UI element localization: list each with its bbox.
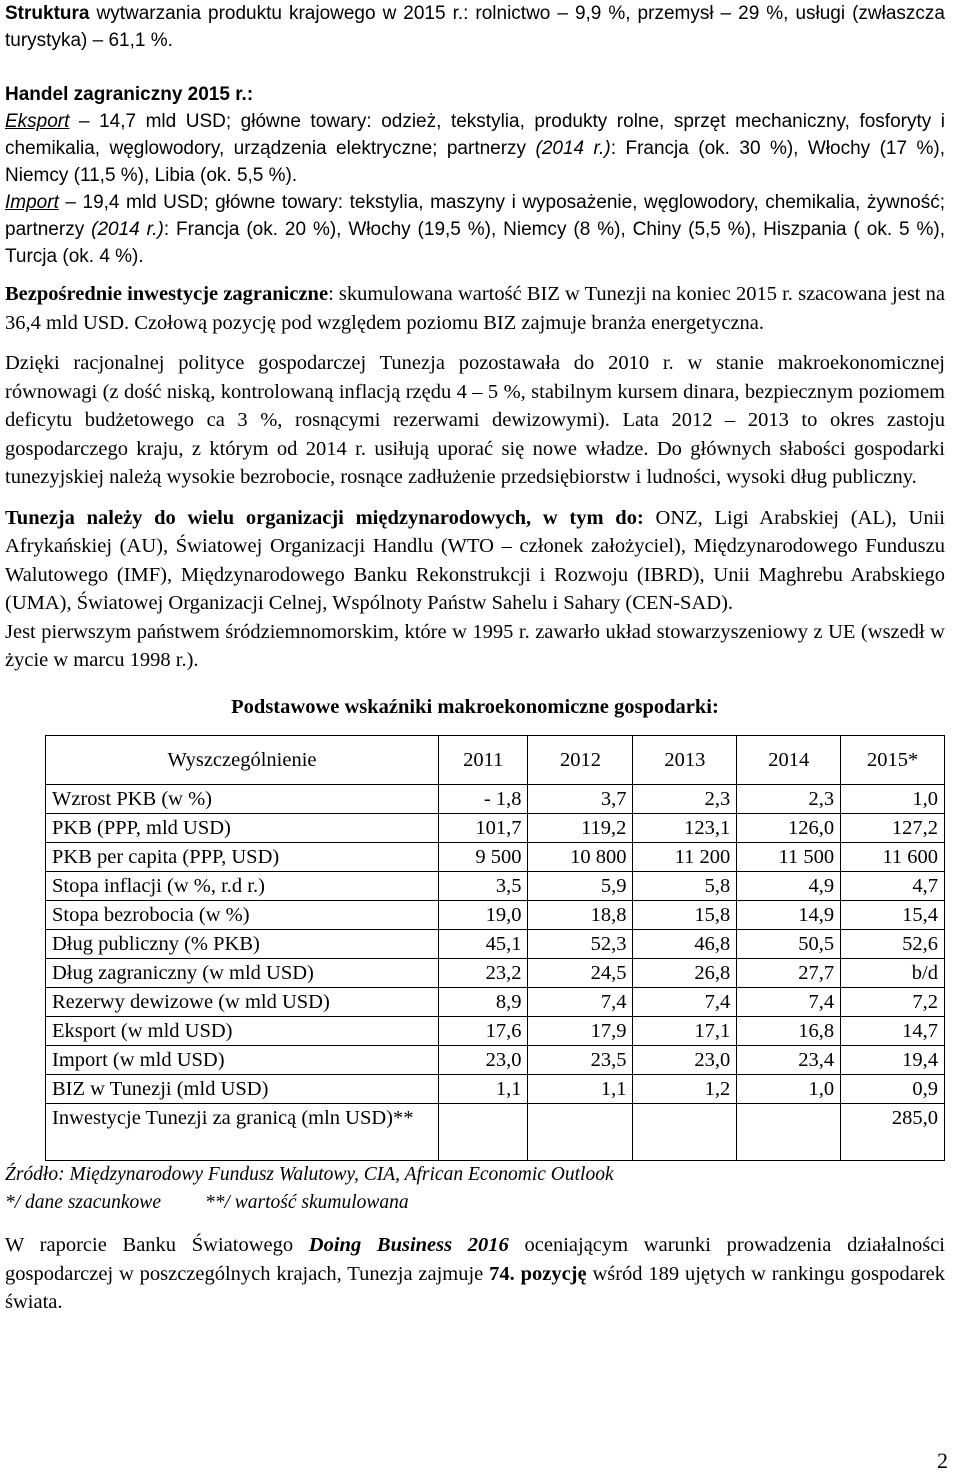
- value-cell: 23,5: [528, 1046, 633, 1075]
- value-cell: 1,1: [528, 1075, 633, 1104]
- table-row: [46, 959, 945, 988]
- value-cell: 26,8: [633, 959, 737, 988]
- paragraph-biz: [5, 280, 945, 337]
- row-label-cell: Stopa bezrobocia (w %): [46, 901, 439, 930]
- value-cell: [439, 1104, 528, 1161]
- value-cell: 285,0: [841, 1104, 945, 1161]
- import-label: Import: [5, 192, 59, 213]
- table-row: [46, 901, 945, 930]
- table-row: [46, 1075, 945, 1104]
- header-cell: 2015*: [841, 736, 945, 785]
- value-cell: 24,5: [528, 959, 633, 988]
- paragraph-uklad-ue: Jest pierwszym państwem śródziemnomorskim, które w 1995 r. zawarło układ stowarzyszeniowy z UE (wszedł w życie w marcu 1998 r.).: [5, 620, 945, 671]
- row-label-cell: Import (w mld USD): [46, 1046, 439, 1075]
- table-row: [46, 930, 945, 959]
- eksport-label: Eksport: [5, 111, 70, 132]
- value-cell: 14,7: [841, 1017, 945, 1046]
- row-label-cell: Stopa inflacji (w %, r.d r.): [46, 872, 439, 901]
- import-text-1: – 19,4 mld USD; główne towary: tekstylia, maszyny i wyposażenie, węglowodory, chemikalia, żywność; partnerzy: [5, 192, 945, 240]
- indicators-table: [45, 735, 945, 1161]
- value-cell: 126,0: [737, 814, 841, 843]
- note-estimates: */ dane szacunkowe: [5, 1192, 161, 1213]
- row-label-cell: BIZ w Tunezji (mld USD): [46, 1075, 439, 1104]
- db-text-1: W raporcie Banku Światowego: [5, 1234, 309, 1256]
- value-cell: 7,4: [633, 988, 737, 1017]
- db-report-title: Doing Business 2016: [308, 1234, 509, 1256]
- value-cell: 27,7: [737, 959, 841, 988]
- organizacje-label: Tunezja należy do wielu organizacji międzynarodowych, w tym do:: [5, 506, 644, 529]
- value-cell: [633, 1104, 737, 1161]
- value-cell: 1,0: [841, 785, 945, 814]
- value-cell: 46,8: [633, 930, 737, 959]
- biz-text: : skumulowana wartość BIZ w Tunezji na koniec 2015 r. szacowana jest na 36,4 mld USD. Czołową pozycję pod względem poziomu BIZ zajmuje branża energetyczna.: [5, 283, 945, 334]
- page-number: 2: [937, 1448, 948, 1473]
- handel-heading: [5, 81, 945, 108]
- table-notes: [5, 1189, 945, 1217]
- table-row: [46, 1046, 945, 1075]
- value-cell: 2,3: [633, 785, 737, 814]
- value-cell: 0,9: [841, 1075, 945, 1104]
- value-cell: 15,8: [633, 901, 737, 930]
- header-cell: Wyszczególnienie: [46, 736, 439, 785]
- value-cell: 10 800: [528, 843, 633, 872]
- value-cell: 17,9: [528, 1017, 633, 1046]
- organizacje-text: ONZ, Ligi Arabskiej (AL), Unii Afrykańskiej (AU), Światowej Organizacji Handlu (WTO – członek założyciel), Międzynarodowego Funduszu Walutowego (IMF), Międzynarodowego Banku Rekonstrukcji i Rozwoju (IBRD), Unii Maghrebu Arabskiego (UMA), Światowej Organizacji Celnej, Wspólnoty Państw Sahelu i Sahary (CEN-SAD).: [5, 506, 945, 614]
- value-cell: 127,2: [841, 814, 945, 843]
- value-cell: 2,3: [737, 785, 841, 814]
- header-cell: 2014: [737, 736, 841, 785]
- value-cell: 1,2: [633, 1075, 737, 1104]
- db-text-2: oceniającym warunki prowadzenia działalności gospodarczej w poszczególnych krajach, Tunezja zajmuje: [5, 1234, 945, 1285]
- value-cell: 23,0: [439, 1046, 528, 1075]
- eksport-year: (2014 r.): [535, 138, 611, 159]
- row-label-cell: Dług publiczny (% PKB): [46, 930, 439, 959]
- value-cell: 119,2: [528, 814, 633, 843]
- value-cell: 19,4: [841, 1046, 945, 1075]
- table-row: [46, 814, 945, 843]
- paragraph-eksport: [5, 108, 945, 189]
- value-cell: 17,6: [439, 1017, 528, 1046]
- value-cell: [528, 1104, 633, 1161]
- value-cell: 7,4: [528, 988, 633, 1017]
- value-cell: 11 600: [841, 843, 945, 872]
- import-text-2: : Francja (ok. 20 %), Włochy (19,5 %), Niemcy (8 %), Chiny (5,5 %), Hiszpania ( ok. 5 %), Turcja (ok. 4 %).: [5, 219, 945, 267]
- header-cell: 2013: [633, 736, 737, 785]
- value-cell: 11 500: [737, 843, 841, 872]
- table-row: [46, 988, 945, 1017]
- value-cell: 5,8: [633, 872, 737, 901]
- value-cell: 1,0: [737, 1075, 841, 1104]
- value-cell: 52,6: [841, 930, 945, 959]
- table-source: Źródło: Międzynarodowy Fundusz Walutowy, CIA, African Economic Outlook: [5, 1164, 614, 1185]
- db-text-3: wśród 189 ujętych w rankingu gospodarek świata.: [5, 1262, 945, 1313]
- value-cell: 3,7: [528, 785, 633, 814]
- table-header-row: [46, 736, 945, 785]
- value-cell: 23,2: [439, 959, 528, 988]
- struktura-label: Struktura: [5, 3, 90, 24]
- value-cell: 123,1: [633, 814, 737, 843]
- value-cell: 4,7: [841, 872, 945, 901]
- value-cell: 50,5: [737, 930, 841, 959]
- value-cell: 14,9: [737, 901, 841, 930]
- paragraph-import: [5, 189, 945, 270]
- struktura-text: wytwarzania produktu krajowego w 2015 r.: rolnictwo – 9,9 %, przemysł – 29 %, usługi (zwłaszcza turystyka) – 61,1 %.: [5, 3, 945, 51]
- db-rank: 74. pozycję: [489, 1262, 587, 1285]
- table-row: [46, 1017, 945, 1046]
- table-row: [46, 785, 945, 814]
- value-cell: 1,1: [439, 1075, 528, 1104]
- value-cell: 101,7: [439, 814, 528, 843]
- document-page: [5, 0, 945, 1317]
- row-label-cell: Eksport (w mld USD): [46, 1017, 439, 1046]
- value-cell: 15,4: [841, 901, 945, 930]
- row-label-cell: PKB (PPP, mld USD): [46, 814, 439, 843]
- value-cell: 3,5: [439, 872, 528, 901]
- value-cell: 45,1: [439, 930, 528, 959]
- paragraph-polityka: Dzięki racjonalnej polityce gospodarczej Tunezja pozostawała do 2010 r. w stanie makroekonomicznej równowagi (z dość niską, kontrolowaną inflacją rzędu 4 – 5 %, stabilnym kursem dinara, bezpiecznym poziomem deficytu budżetowego ca 3 %, rosnącymi rezerwami dewizowymi). Lata 2012 – 2013 to okres zastoju gospodarczego kraju, z którym od 2014 r. usiłują uporać się nowe władze. Do głównych słabości gospodarki tunezyjskiej należą wysokie bezrobocie, rosnące zadłużenie przedsiębiorstw i ludności, wysoki dług publiczny.: [5, 352, 945, 488]
- row-label-cell: Inwestycje Tunezji za granicą (mln USD)**: [46, 1104, 439, 1161]
- table-title: Podstawowe wskaźniki makroekonomiczne gospodarki:: [231, 695, 719, 718]
- header-cell: 2011: [439, 736, 528, 785]
- value-cell: - 1,8: [439, 785, 528, 814]
- eksport-text-1: – 14,7 mld USD; główne towary: odzież, tekstylia, produkty rolne, sprzęt mechaniczny, fosforyty i chemikalia, węglowodory, urządzenia elektryczne; partnerzy: [5, 111, 945, 159]
- value-cell: 16,8: [737, 1017, 841, 1046]
- table-row: [46, 843, 945, 872]
- row-label-cell: Rezerwy dewizowe (w mld USD): [46, 988, 439, 1017]
- value-cell: 19,0: [439, 901, 528, 930]
- table-row: [46, 872, 945, 901]
- value-cell: 17,1: [633, 1017, 737, 1046]
- value-cell: 23,4: [737, 1046, 841, 1075]
- value-cell: 9 500: [439, 843, 528, 872]
- import-year: (2014 r.): [91, 219, 164, 240]
- paragraph-doing-business: [5, 1231, 945, 1317]
- value-cell: [737, 1104, 841, 1161]
- table-row: [46, 1104, 945, 1161]
- note-cumulative: **/ wartość skumulowana: [204, 1192, 409, 1213]
- value-cell: 18,8: [528, 901, 633, 930]
- value-cell: 8,9: [439, 988, 528, 1017]
- handel-heading-text: Handel zagraniczny 2015 r.:: [5, 84, 254, 105]
- value-cell: 11 200: [633, 843, 737, 872]
- value-cell: 7,2: [841, 988, 945, 1017]
- biz-label: Bezpośrednie inwestycje zagraniczne: [5, 283, 329, 305]
- header-cell: 2012: [528, 736, 633, 785]
- table-body: [46, 785, 945, 1161]
- value-cell: 4,9: [737, 872, 841, 901]
- eksport-text-2: : Francja (ok. 30 %), Włochy (17 %), Niemcy (11,5 %), Libia (ok. 5,5 %).: [5, 138, 945, 186]
- value-cell: 5,9: [528, 872, 633, 901]
- value-cell: 52,3: [528, 930, 633, 959]
- paragraph-organizacje: [5, 504, 945, 618]
- row-label-cell: PKB per capita (PPP, USD): [46, 843, 439, 872]
- row-label-cell: Dług zagraniczny (w mld USD): [46, 959, 439, 988]
- value-cell: b/d: [841, 959, 945, 988]
- value-cell: 23,0: [633, 1046, 737, 1075]
- row-label-cell: Wzrost PKB (w %): [46, 785, 439, 814]
- value-cell: 7,4: [737, 988, 841, 1017]
- paragraph-struktura: [5, 0, 945, 54]
